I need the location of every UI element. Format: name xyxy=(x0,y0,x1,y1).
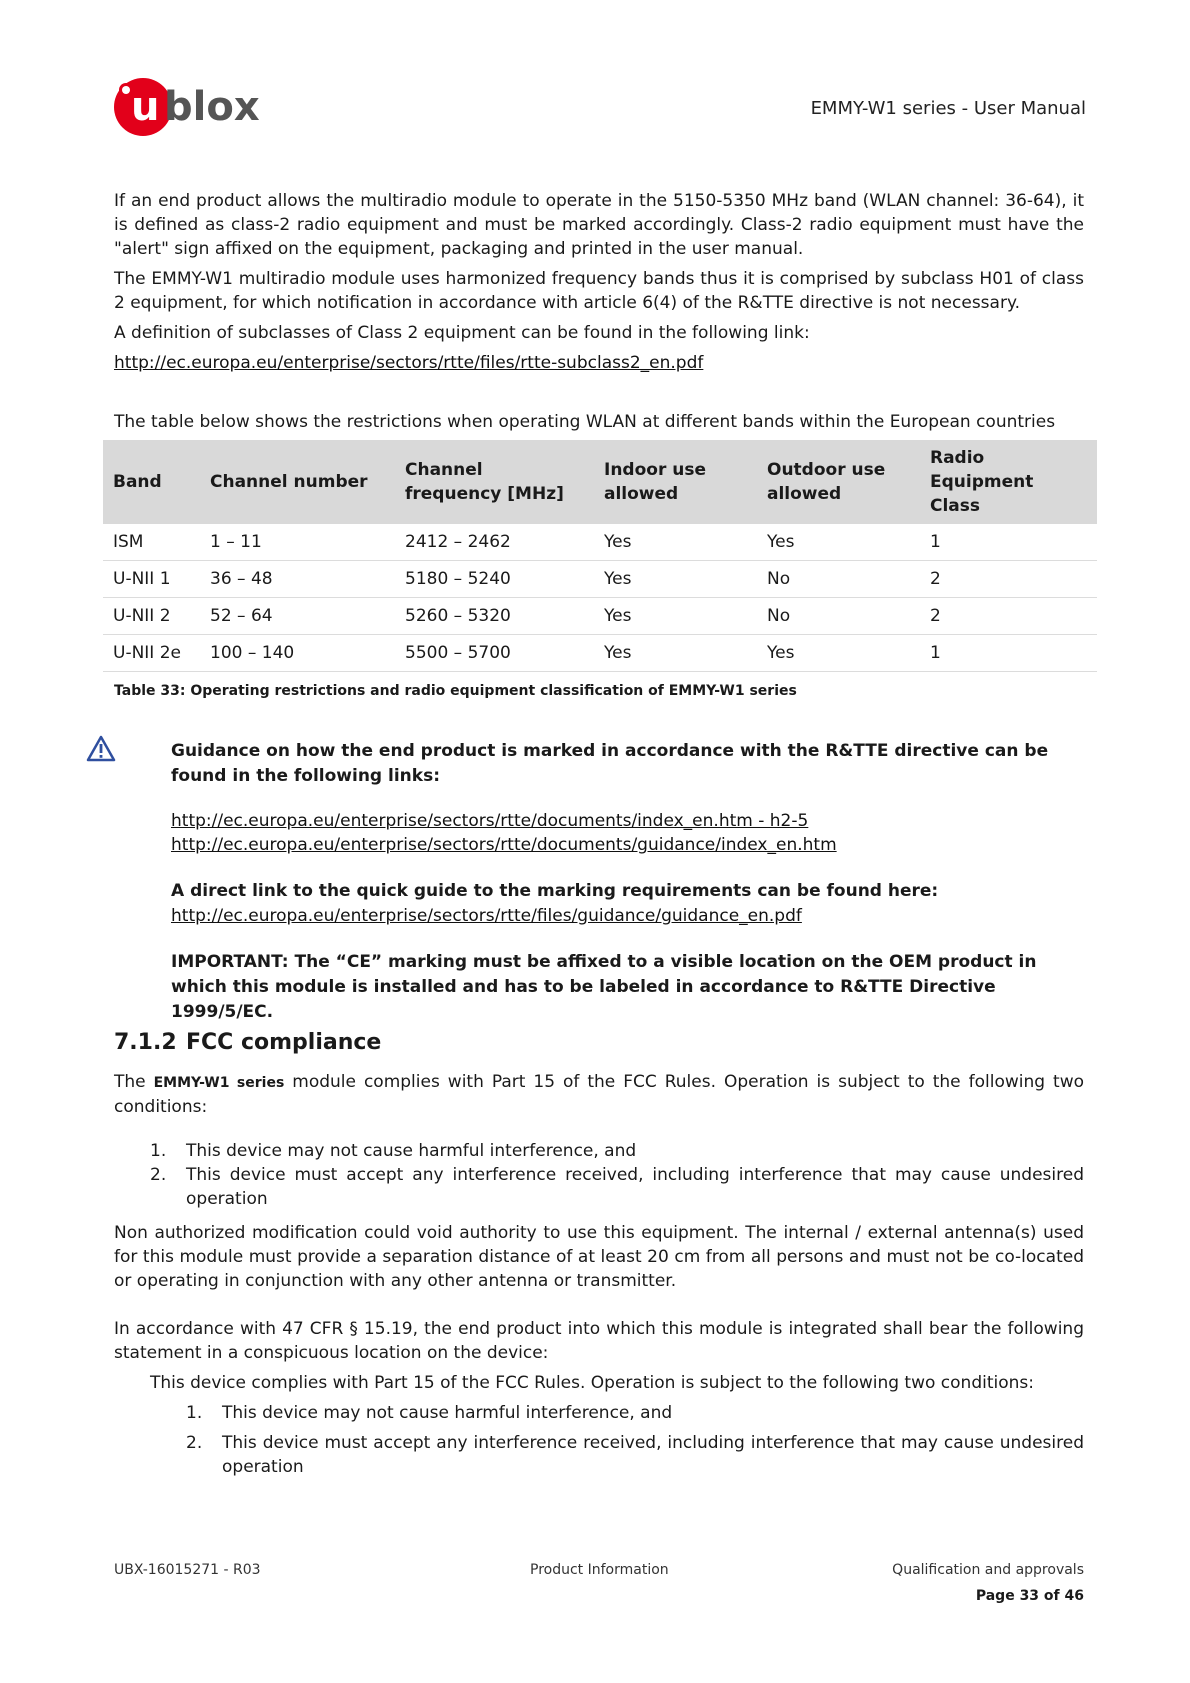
cell: Yes xyxy=(594,635,757,672)
fcc-statement: This device complies with Part 15 of the FCC Rules. Operation is subject to the following two conditions: xyxy=(150,1373,1034,1393)
restrictions-table xyxy=(103,440,1097,672)
footer-doc-id: UBX-16015271 - R03 xyxy=(114,1562,261,1578)
cell: 2412 – 2462 xyxy=(395,524,594,561)
list-number: 2. xyxy=(150,1165,167,1185)
cell: U-NII 2 xyxy=(103,598,200,635)
section-title: FCC compliance xyxy=(186,1030,382,1055)
subclass-link[interactable]: http://ec.europa.eu/enterprise/sectors/rtte/files/rtte-subclass2_en.pdf xyxy=(114,353,704,373)
intro-para-3: A definition of subclasses of Class 2 equipment can be found in the following link: xyxy=(114,323,810,343)
doc-title: EMMY-W1 series - User Manual xyxy=(810,98,1086,119)
th-outdoor: Outdoor use allowed xyxy=(757,440,920,524)
page-number: Page 33 of 46 xyxy=(975,1588,1084,1604)
th-indoor: Indoor use allowed xyxy=(594,440,757,524)
cell: 2 xyxy=(920,598,1097,635)
table-row xyxy=(103,524,1097,561)
th-band: Band xyxy=(103,440,200,524)
cell: ISM xyxy=(103,524,200,561)
guidance-link-3[interactable]: http://ec.europa.eu/enterprise/sectors/rtte/files/guidance/guidance_en.pdf xyxy=(171,906,802,926)
cell: 5260 – 5320 xyxy=(395,598,594,635)
table-row xyxy=(103,598,1097,635)
important-note: IMPORTANT: The “CE” marking must be affixed to a visible location on the OEM product in which this module is installed and has to be labeled in accordance to R&TTE Directive 1999/5/EC. xyxy=(171,952,1037,1022)
intro-section xyxy=(114,189,1084,375)
table-row xyxy=(103,561,1097,598)
list-item xyxy=(186,1431,1084,1479)
ublox-logo xyxy=(112,76,272,138)
list-text: This device may not cause harmful interference, and xyxy=(186,1141,637,1161)
warning-icon xyxy=(86,735,116,762)
cell: 100 – 140 xyxy=(200,635,395,672)
guidance-link-1[interactable]: http://ec.europa.eu/enterprise/sectors/rtte/documents/index_en.htm - h2-5 xyxy=(171,811,809,831)
list-item xyxy=(150,1163,1084,1211)
direct-link-text: A direct link to the quick guide to the marking requirements can be found here: xyxy=(171,881,939,901)
fcc-modification-para: Non authorized modification could void authority to use this equipment. The internal / external antenna(s) used for this module must provide a separation distance of at least 20 cm from all persons and must not be co-located or operating in conjunction with any other antenna or transmitter. xyxy=(114,1223,1084,1291)
cell: Yes xyxy=(594,561,757,598)
footer-right: Qualification and approvals xyxy=(892,1562,1084,1578)
list-text: This device must accept any interference received, including interference that may cause undesired operation xyxy=(186,1165,1084,1209)
cell: Yes xyxy=(757,635,920,672)
list-number: 1. xyxy=(150,1141,167,1161)
cell: 2 xyxy=(920,561,1097,598)
fcc-intro-post: module complies with Part 15 of the FCC Rules. Operation is subject to the following two conditions: xyxy=(114,1072,1084,1117)
list-item xyxy=(150,1139,1084,1163)
guidance-text: Guidance on how the end product is marked in accordance with the R&TTE directive can be found in the following links: xyxy=(171,741,1049,786)
fcc-intro-pre: The xyxy=(114,1072,154,1092)
th-channel-number: Channel number xyxy=(200,440,395,524)
fcc-intro-product: EMMY-W1 series xyxy=(153,1075,285,1091)
logo-u: u xyxy=(131,84,160,130)
cell: 5500 – 5700 xyxy=(395,635,594,672)
table-header-row xyxy=(103,440,1097,524)
fcc-conditions-list xyxy=(150,1139,1084,1211)
fcc-cfr-para: In accordance with 47 CFR § 15.19, the end product into which this module is integrated shall bear the following statement in a conspicuous location on the device: xyxy=(114,1319,1084,1363)
intro-para-1: If an end product allows the multiradio module to operate in the 5150-5350 MHz band (WLAN channel: 36-64), it is defined as class-2 radio equipment and must be marked accordingly. Class-2 radio equipment must have the "alert" sign affixed on the equipment, packaging and printed in the user manual. xyxy=(114,191,1084,259)
cell: Yes xyxy=(594,598,757,635)
guidance-link-2[interactable]: http://ec.europa.eu/enterprise/sectors/rtte/documents/guidance/index_en.htm xyxy=(171,835,837,855)
table-caption: Table 33: Operating restrictions and radio equipment classification of EMMY-W1 series xyxy=(114,683,797,699)
cell: U-NII 1 xyxy=(103,561,200,598)
list-item xyxy=(186,1401,1084,1425)
list-number: 2. xyxy=(186,1433,203,1453)
fcc-section xyxy=(114,1070,1084,1479)
cell: 36 – 48 xyxy=(200,561,395,598)
list-text: This device must accept any interference received, including interference that may cause undesired operation xyxy=(222,1433,1084,1477)
table-row xyxy=(103,635,1097,672)
list-text: This device may not cause harmful interference, and xyxy=(222,1403,673,1423)
intro-para-2: The EMMY-W1 multiradio module uses harmonized frequency bands thus it is comprised by subclass H01 of class 2 equipment, for which notification in accordance with article 6(4) of the R&TTE directive is not necessary. xyxy=(114,269,1084,313)
cell: 5180 – 5240 xyxy=(395,561,594,598)
cell: Yes xyxy=(594,524,757,561)
statement-conditions-list xyxy=(186,1401,1084,1479)
table-intro: The table below shows the restrictions when operating WLAN at different bands within the European countries xyxy=(114,412,1056,432)
th-channel-frequency: Channel frequency [MHz] xyxy=(395,440,594,524)
cell: No xyxy=(757,598,920,635)
section-number: 7.1.2 xyxy=(114,1030,177,1055)
warning-block xyxy=(171,739,1084,1025)
footer-center: Product Information xyxy=(530,1562,669,1578)
cell: No xyxy=(757,561,920,598)
logo-blox: blox xyxy=(164,84,260,130)
cell: 1 xyxy=(920,635,1097,672)
cell: 52 – 64 xyxy=(200,598,395,635)
th-class: Radio Equipment Class xyxy=(920,440,1097,524)
list-number: 1. xyxy=(186,1403,203,1423)
cell: 1 – 11 xyxy=(200,524,395,561)
section-heading xyxy=(114,1030,381,1055)
cell: Yes xyxy=(757,524,920,561)
fcc-intro xyxy=(114,1070,1084,1119)
cell: U-NII 2e xyxy=(103,635,200,672)
cell: 1 xyxy=(920,524,1097,561)
